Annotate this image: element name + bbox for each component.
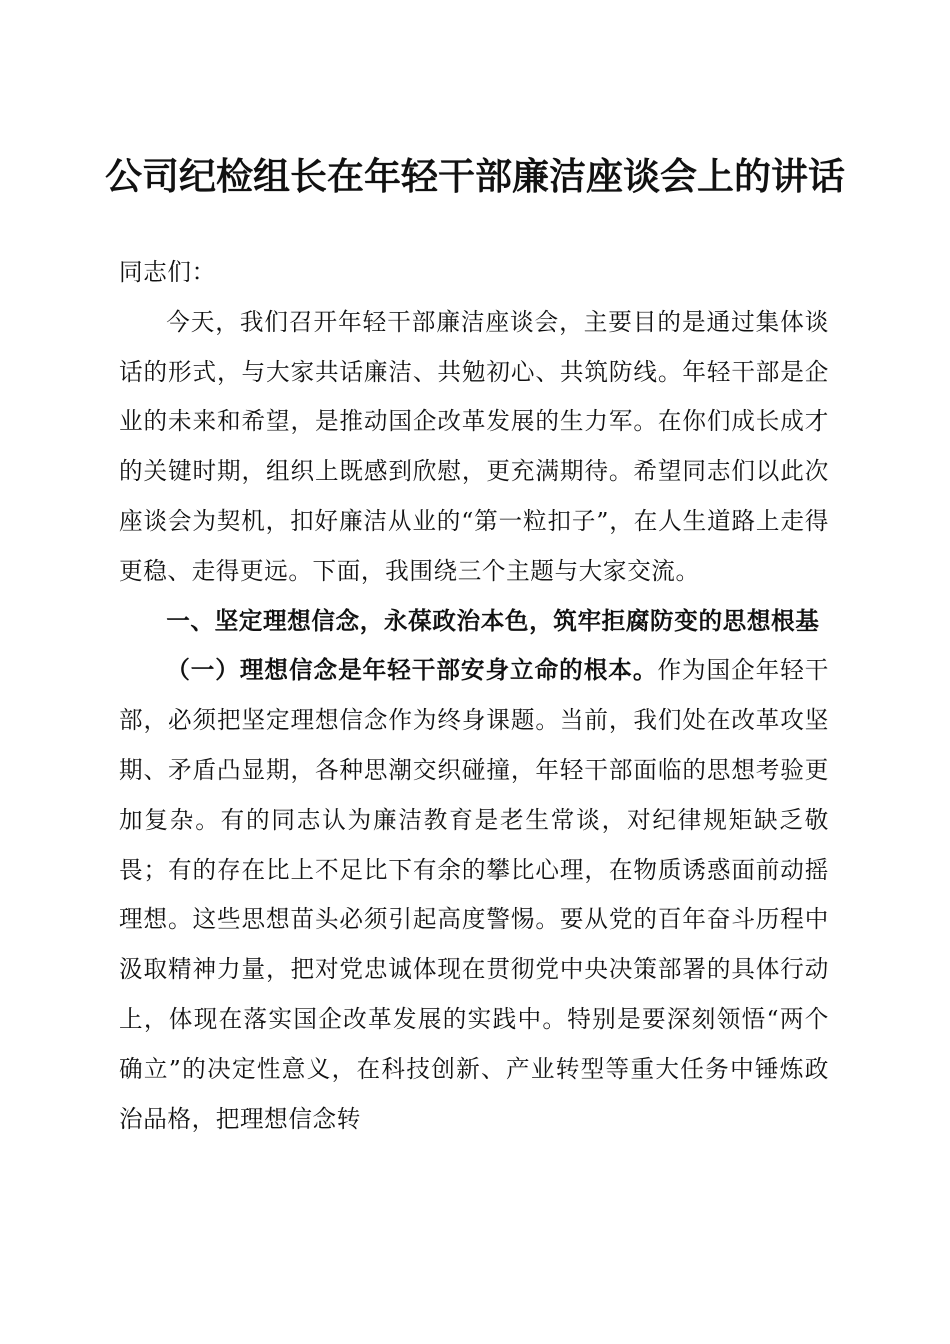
subsection-lead: （一）理想信念是年轻干部安身立命的根本。 (166, 656, 658, 685)
subsection-body: 作为国企年轻干部，必须把坚定理想信念作为终身课题。当前，我们处在改革攻坚期、矛盾凸显期，各种思潮交织碰撞，年轻干部面临的思想考验更加复杂。有的同志认为廉洁教育是老生常谈，对纪律规矩缺乏敬畏；有的存在比上不足比下有余的攀比心理，在物质诱惑面前动摇理想。这些思想苗头必须引起高度警惕。要从党的百年奋斗历程中汲取精神力量，把对党忠诚体现在贯彻党中央决策部署的具体行动上，体现在落实国企改革发展的实践中。特别是要深刻领悟“两个确立”的决定性意义，在科技创新、产业转型等重大任务中锤炼政治品格，把理想信念转 (119, 656, 830, 1133)
document-body (119, 248, 829, 1144)
intro-paragraph: 今天，我们召开年轻干部廉洁座谈会，主要目的是通过集体谈话的形式，与大家共话廉洁、共勉初心、共筑防线。年轻干部是企业的未来和希望，是推动国企改革发展的生力军。在你们成长成才的关键时期，组织上既感到欣慰，更充满期待。希望同志们以此次座谈会为契机，扣好廉洁从业的“第一粒扣子”，在人生道路上走得更稳、走得更远。下面，我围绕三个主题与大家交流。 (119, 307, 829, 585)
subsection-paragraph (119, 646, 829, 1144)
section-heading: 一、坚定理想信念，永葆政治本色，筑牢拒腐防变的思想根基 (166, 606, 820, 635)
salutation: 同志们： (119, 258, 216, 286)
document-title: 公司纪检组长在年轻干部廉洁座谈会上的讲话 (105, 154, 845, 198)
